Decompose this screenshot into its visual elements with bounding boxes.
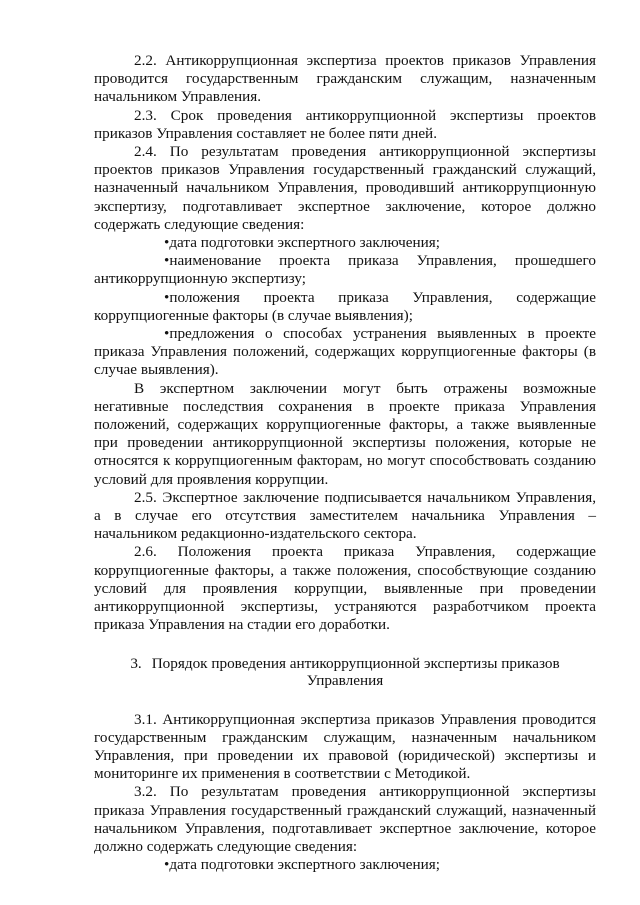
document-page [94,52,596,874]
list-item: •предложения о способах устранения выявленных в проекте приказа Управления положений, содержащих коррупциогенные факторы (в случае выявления). [94,325,596,379]
paragraph-2-5: 2.5. Экспертное заключение подписывается начальником Управления, а в случае его отсутствия заместителем начальника Управления – начальником редакционно-издательского сектора. [94,488,596,543]
list-item: •положения проекта приказа Управления, содержащие коррупциогенные факторы (в случае выявления); [94,288,596,324]
section-3-heading-line2: Управления [306,671,384,689]
list-item: •наименование проекта приказа Управления, прошедшего антикоррупционную экспертизу; [94,252,596,288]
section-3-heading-line1 [94,655,596,672]
paragraph-3-1: 3.1. Антикоррупционная экспертиза приказов Управления проводится государственным гражданским служащим, назначенным начальником Управления, при проведении их правовой (юридической) экспертизы и мониторинге их применения в соответствии с Методикой. [94,710,596,783]
list-item: •дата подготовки экспертного заключения; [164,234,440,252]
paragraph-2-3: 2.3. Срок проведения антикоррупционной экспертизы проектов приказов Управления составляет не более пяти дней. [94,106,596,142]
section-number: 3. [130,654,142,672]
paragraph-2-4: 2.4. По результатам проведения антикоррупционной экспертизы проектов приказов Управления государственный гражданский служащий, назначенный начальником Управления, проводивший антикоррупционную экспертизу, подготавливает экспертное заключение, которое должно содержать следующие сведения: [94,143,596,233]
paragraph-2-2: 2.2. Антикоррупционная экспертиза проектов приказов Управления проводится государственным гражданским служащим, назначенным начальником Управления. [94,52,596,106]
section-title: Порядок проведения антикоррупционной экспертизы приказов [151,654,560,672]
section-3-heading [94,655,596,689]
paragraph-conclusion: В экспертном заключении могут быть отражены возможные негативные последствия сохранения в проекте приказа Управления положений, содержащих коррупциогенные факторы, а также выявленные при проведении антикоррупционной экспертизы положения, которые не относятся к коррупциогенным факторам, но могут способствовать созданию условий для проявления коррупции. [94,379,596,488]
paragraph-3-2: 3.2. По результатам проведения антикоррупционной экспертизы приказа Управления государственный гражданский служащий, назначенный начальником Управления, подготавливает экспертное заключение, которое должно содержать следующие сведения: [94,783,596,855]
list-item: •дата подготовки экспертного заключения; [164,856,440,874]
paragraph-2-6: 2.6. Положения проекта приказа Управления, содержащие коррупциогенные факторы, а также положения, способствующие созданию условий для проявления коррупции, выявленные при проведении антикоррупционной экспертизы, устраняются разработчиком проекта приказа Управления на стадии его доработки. [94,543,596,634]
